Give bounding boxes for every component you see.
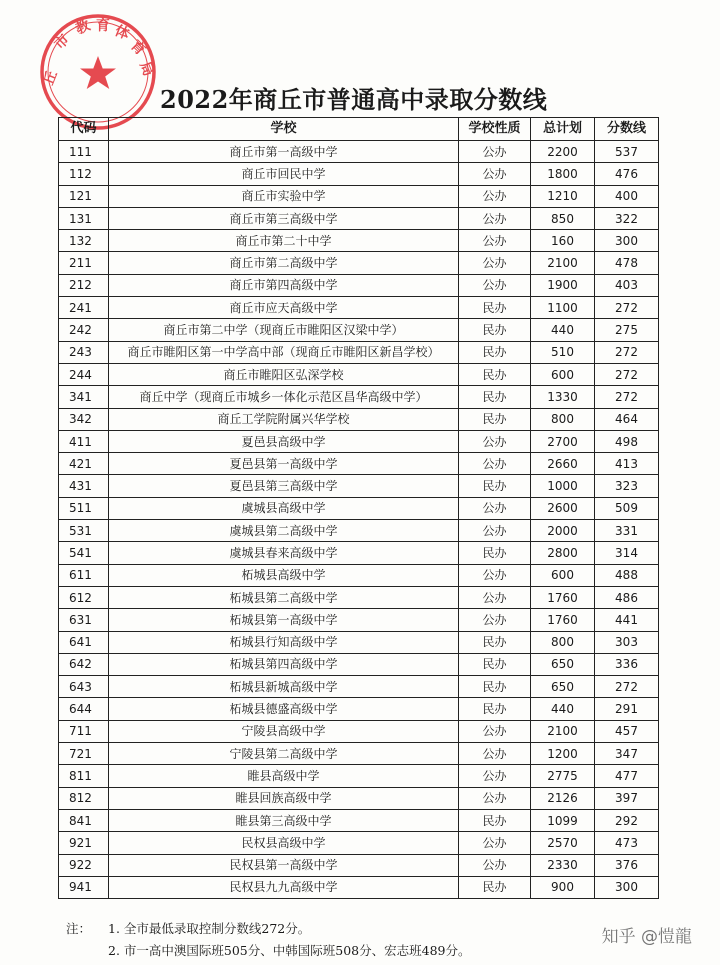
svg-text:丘: 丘: [40, 68, 61, 88]
row-code: 511: [59, 497, 109, 519]
row-score: 292: [595, 809, 659, 831]
row-code: 711: [59, 720, 109, 742]
note-2: 2. 市一高中澳国际班505分、中韩国际班508分、宏志班489分。: [108, 943, 471, 958]
row-score: 376: [595, 854, 659, 876]
row-score: 441: [595, 609, 659, 631]
row-type: 公办: [459, 230, 531, 252]
table-row: [59, 274, 659, 296]
row-type: 公办: [459, 141, 531, 163]
row-score: 413: [595, 453, 659, 475]
row-plan: 1330: [531, 386, 595, 408]
row-school: 睢县回族高级中学: [109, 787, 459, 809]
row-plan: 600: [531, 564, 595, 586]
row-type: 公办: [459, 252, 531, 274]
row-score: 272: [595, 363, 659, 385]
row-plan: 1200: [531, 743, 595, 765]
row-score: 464: [595, 408, 659, 430]
row-plan: 160: [531, 230, 595, 252]
svg-text:教: 教: [73, 17, 93, 38]
table-row: [59, 809, 659, 831]
header-type: 学校性质: [459, 118, 531, 141]
row-type: 公办: [459, 430, 531, 452]
row-school: 商丘市睢阳区第一中学高中部（现商丘市睢阳区新昌学校）: [109, 341, 459, 363]
row-score: 300: [595, 230, 659, 252]
row-plan: 2600: [531, 497, 595, 519]
row-school: 夏邑县高级中学: [109, 430, 459, 452]
row-code: 112: [59, 163, 109, 185]
row-code: 921: [59, 832, 109, 854]
watermark: 知乎 @愷龍: [601, 927, 692, 947]
row-score: 488: [595, 564, 659, 586]
row-score: 272: [595, 676, 659, 698]
row-score: 300: [595, 876, 659, 898]
svg-text:市: 市: [51, 31, 73, 53]
row-score: 275: [595, 319, 659, 341]
table-header-row: [59, 118, 659, 141]
row-school: 商丘市应天高级中学: [109, 297, 459, 319]
svg-text:局: 局: [136, 59, 157, 79]
page-title: 2022年商丘市普通高中录取分数线: [160, 85, 548, 114]
note-1: 1. 全市最低录取控制分数线272分。: [108, 921, 311, 936]
row-score: 403: [595, 274, 659, 296]
notes-label: 注：: [66, 921, 92, 936]
table-row: [59, 163, 659, 185]
row-school: 商丘市回民中学: [109, 163, 459, 185]
row-code: 644: [59, 698, 109, 720]
row-type: 民办: [459, 341, 531, 363]
row-plan: 2000: [531, 520, 595, 542]
header-plan: 总计划: [531, 118, 595, 141]
table-row: [59, 586, 659, 608]
row-score: 477: [595, 765, 659, 787]
row-type: 公办: [459, 520, 531, 542]
row-school: 睢县高级中学: [109, 765, 459, 787]
table-row: [59, 765, 659, 787]
row-school: 商丘市第三高级中学: [109, 207, 459, 229]
row-school: 商丘市第二十中学: [109, 230, 459, 252]
row-code: 631: [59, 609, 109, 631]
row-code: 111: [59, 141, 109, 163]
admission-score-table: [58, 117, 659, 899]
row-type: 民办: [459, 475, 531, 497]
row-plan: 1760: [531, 586, 595, 608]
table-row: [59, 787, 659, 809]
row-score: 322: [595, 207, 659, 229]
row-school: 柘城县德盛高级中学: [109, 698, 459, 720]
row-code: 841: [59, 809, 109, 831]
row-plan: 2330: [531, 854, 595, 876]
row-plan: 440: [531, 698, 595, 720]
row-score: 291: [595, 698, 659, 720]
row-score: 323: [595, 475, 659, 497]
row-type: 民办: [459, 408, 531, 430]
table-row: [59, 230, 659, 252]
row-code: 643: [59, 676, 109, 698]
row-code: 121: [59, 185, 109, 207]
table-row: [59, 475, 659, 497]
row-code: 411: [59, 430, 109, 452]
row-code: 922: [59, 854, 109, 876]
row-plan: 800: [531, 408, 595, 430]
row-type: 公办: [459, 854, 531, 876]
table-row: [59, 408, 659, 430]
table-row: [59, 542, 659, 564]
table-row: [59, 676, 659, 698]
table-row: [59, 564, 659, 586]
row-plan: 900: [531, 876, 595, 898]
row-type: 民办: [459, 631, 531, 653]
row-school: 柘城县新城高级中学: [109, 676, 459, 698]
row-plan: 650: [531, 676, 595, 698]
header-school: 学校: [109, 118, 459, 141]
row-code: 131: [59, 207, 109, 229]
table-row: [59, 497, 659, 519]
table-row: [59, 743, 659, 765]
row-type: 公办: [459, 586, 531, 608]
row-plan: 650: [531, 653, 595, 675]
row-school: 宁陵县高级中学: [109, 720, 459, 742]
row-school: 商丘市第四高级中学: [109, 274, 459, 296]
row-code: 342: [59, 408, 109, 430]
row-score: 473: [595, 832, 659, 854]
row-plan: 600: [531, 363, 595, 385]
row-score: 400: [595, 185, 659, 207]
row-plan: 1210: [531, 185, 595, 207]
row-plan: 2200: [531, 141, 595, 163]
row-school: 商丘市第二高级中学: [109, 252, 459, 274]
row-type: 民办: [459, 676, 531, 698]
table-row: [59, 832, 659, 854]
row-school: 民权县九九高级中学: [109, 876, 459, 898]
row-code: 212: [59, 274, 109, 296]
row-code: 811: [59, 765, 109, 787]
table-row: [59, 185, 659, 207]
row-type: 公办: [459, 832, 531, 854]
header-code: 代码: [59, 118, 109, 141]
svg-text:体: 体: [112, 22, 132, 43]
row-score: 347: [595, 743, 659, 765]
notes: [66, 918, 666, 962]
row-code: 243: [59, 341, 109, 363]
row-school: 商丘市睢阳区弘深学校: [109, 363, 459, 385]
table-row: [59, 876, 659, 898]
table-row: [59, 631, 659, 653]
row-score: 397: [595, 787, 659, 809]
row-code: 721: [59, 743, 109, 765]
table-row: [59, 319, 659, 341]
row-code: 421: [59, 453, 109, 475]
row-plan: 1100: [531, 297, 595, 319]
row-type: 公办: [459, 163, 531, 185]
row-plan: 1800: [531, 163, 595, 185]
row-plan: 850: [531, 207, 595, 229]
row-score: 272: [595, 297, 659, 319]
row-type: 民办: [459, 653, 531, 675]
row-score: 272: [595, 386, 659, 408]
row-type: 民办: [459, 363, 531, 385]
row-code: 242: [59, 319, 109, 341]
row-school: 柘城县第一高级中学: [109, 609, 459, 631]
table-row: [59, 207, 659, 229]
row-school: 夏邑县第一高级中学: [109, 453, 459, 475]
row-score: 537: [595, 141, 659, 163]
row-type: 公办: [459, 497, 531, 519]
row-school: 商丘工学院附属兴华学校: [109, 408, 459, 430]
row-school: 商丘市第二中学（现商丘市睢阳区汉梁中学）: [109, 319, 459, 341]
row-type: 公办: [459, 207, 531, 229]
row-school: 夏邑县第三高级中学: [109, 475, 459, 497]
row-score: 498: [595, 430, 659, 452]
row-school: 柘城县高级中学: [109, 564, 459, 586]
row-code: 611: [59, 564, 109, 586]
row-score: 272: [595, 341, 659, 363]
row-plan: 2800: [531, 542, 595, 564]
row-code: 431: [59, 475, 109, 497]
row-plan: 1900: [531, 274, 595, 296]
row-code: 612: [59, 586, 109, 608]
row-code: 642: [59, 653, 109, 675]
row-plan: 440: [531, 319, 595, 341]
row-type: 公办: [459, 274, 531, 296]
table-row: [59, 341, 659, 363]
row-score: 486: [595, 586, 659, 608]
row-code: 211: [59, 252, 109, 274]
row-type: 民办: [459, 386, 531, 408]
row-school: 虞城县春来高级中学: [109, 542, 459, 564]
table-row: [59, 698, 659, 720]
table-row: [59, 386, 659, 408]
row-type: 民办: [459, 319, 531, 341]
row-plan: 2660: [531, 453, 595, 475]
row-school: 虞城县第二高级中学: [109, 520, 459, 542]
table-row: [59, 430, 659, 452]
table-row: [59, 720, 659, 742]
row-code: 812: [59, 787, 109, 809]
row-score: 303: [595, 631, 659, 653]
row-plan: 2100: [531, 720, 595, 742]
svg-text:育: 育: [127, 37, 149, 59]
row-code: 941: [59, 876, 109, 898]
table-row: [59, 653, 659, 675]
row-code: 541: [59, 542, 109, 564]
row-type: 公办: [459, 564, 531, 586]
row-type: 民办: [459, 876, 531, 898]
row-code: 341: [59, 386, 109, 408]
row-plan: 2126: [531, 787, 595, 809]
row-type: 公办: [459, 765, 531, 787]
row-code: 244: [59, 363, 109, 385]
svg-text:育: 育: [96, 18, 110, 34]
row-school: 柘城县行知高级中学: [109, 631, 459, 653]
table-row: [59, 854, 659, 876]
row-score: 331: [595, 520, 659, 542]
table-row: [59, 363, 659, 385]
row-type: 民办: [459, 297, 531, 319]
row-type: 民办: [459, 809, 531, 831]
row-type: 公办: [459, 720, 531, 742]
official-seal: [38, 12, 158, 132]
seal-star-icon: [80, 56, 116, 89]
row-school: 宁陵县第二高级中学: [109, 743, 459, 765]
row-school: 民权县高级中学: [109, 832, 459, 854]
row-school: 柘城县第四高级中学: [109, 653, 459, 675]
row-school: 商丘市第一高级中学: [109, 141, 459, 163]
row-plan: 2570: [531, 832, 595, 854]
row-school: 虞城县高级中学: [109, 497, 459, 519]
row-plan: 1099: [531, 809, 595, 831]
row-plan: 510: [531, 341, 595, 363]
row-score: 476: [595, 163, 659, 185]
row-score: 478: [595, 252, 659, 274]
table-row: [59, 252, 659, 274]
row-plan: 2700: [531, 430, 595, 452]
row-code: 641: [59, 631, 109, 653]
row-type: 民办: [459, 542, 531, 564]
row-type: 民办: [459, 698, 531, 720]
row-score: 457: [595, 720, 659, 742]
row-school: 商丘市实验中学: [109, 185, 459, 207]
row-type: 公办: [459, 453, 531, 475]
row-score: 336: [595, 653, 659, 675]
row-plan: 800: [531, 631, 595, 653]
row-plan: 1760: [531, 609, 595, 631]
row-code: 241: [59, 297, 109, 319]
table-row: [59, 520, 659, 542]
row-plan: 2775: [531, 765, 595, 787]
table-row: [59, 609, 659, 631]
row-school: 商丘中学（现商丘市城乡一体化示范区昌华高级中学）: [109, 386, 459, 408]
row-score: 509: [595, 497, 659, 519]
table-row: [59, 453, 659, 475]
row-type: 公办: [459, 787, 531, 809]
header-score: 分数线: [595, 118, 659, 141]
row-type: 公办: [459, 609, 531, 631]
row-plan: 2100: [531, 252, 595, 274]
row-code: 132: [59, 230, 109, 252]
row-score: 314: [595, 542, 659, 564]
row-school: 睢县第三高级中学: [109, 809, 459, 831]
row-type: 公办: [459, 185, 531, 207]
row-school: 柘城县第二高级中学: [109, 586, 459, 608]
table-row: [59, 141, 659, 163]
row-school: 民权县第一高级中学: [109, 854, 459, 876]
row-type: 公办: [459, 743, 531, 765]
row-code: 531: [59, 520, 109, 542]
table-body: [59, 141, 659, 899]
table-row: [59, 297, 659, 319]
row-plan: 1000: [531, 475, 595, 497]
